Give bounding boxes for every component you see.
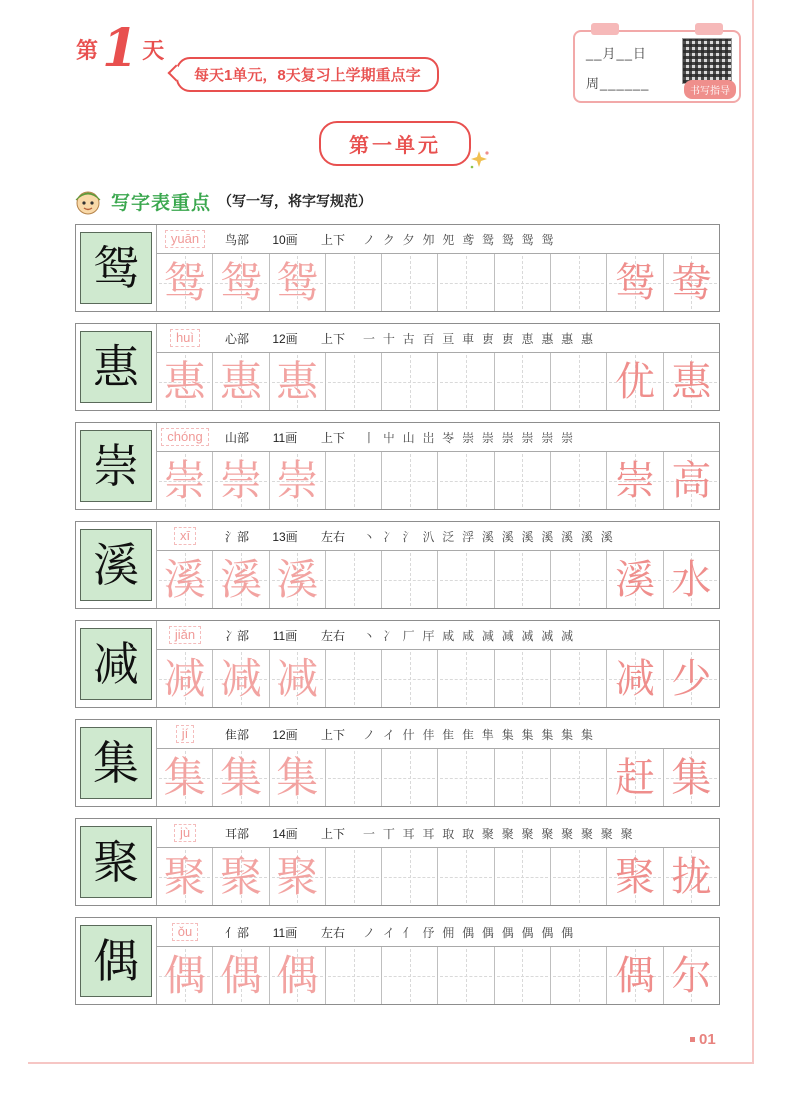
practice-cell — [381, 551, 437, 608]
character-info-strip — [157, 522, 719, 551]
character-info-strip — [157, 621, 719, 650]
trace-character: 鸳 — [163, 257, 206, 307]
row-right — [156, 819, 719, 905]
practice-cell — [550, 749, 606, 806]
practice-cell — [157, 452, 212, 509]
word-character: 少 — [671, 655, 712, 702]
trace-character: 聚 — [163, 851, 206, 901]
structure-label: 上下 — [320, 727, 345, 742]
practice-cell — [157, 947, 212, 1004]
word-character: 集 — [671, 754, 712, 801]
stroke-count-label: 13画 — [272, 529, 298, 544]
practice-grid — [157, 650, 719, 707]
practice-cell — [437, 848, 493, 905]
section-header — [72, 185, 372, 217]
practice-cell — [269, 254, 325, 311]
row-right — [156, 522, 719, 608]
section-subtitle: （写一写，将字写规范） — [218, 193, 373, 209]
trace-character: 偶 — [276, 950, 319, 1000]
trace-character: 偶 — [163, 950, 206, 1000]
practice-cell — [269, 452, 325, 509]
practice-cell — [212, 353, 268, 410]
practice-cell — [606, 848, 662, 905]
sparkle-icon — [467, 148, 491, 172]
unit-title-text: 第一单元 — [349, 135, 441, 157]
main-character: 鸳 — [93, 241, 139, 295]
day-header — [76, 18, 165, 79]
practice-cell — [269, 650, 325, 707]
stroke-order-sequence: ノ イ 什 仹 隹 隹 隼 集 集 集 集 集 — [363, 727, 595, 742]
stroke-count-label: 12画 — [272, 727, 298, 742]
radical-label: 鸟部 — [224, 232, 249, 247]
practice-cell — [494, 254, 550, 311]
practice-cell — [437, 947, 493, 1004]
stroke-order-sequence: 丶 冫 氵 汃 泛 浮 溪 溪 溪 溪 溪 溪 溪 — [363, 529, 615, 544]
practice-cell — [606, 353, 662, 410]
structure-label: 左右 — [320, 925, 345, 940]
word-character: 惠 — [671, 358, 712, 405]
main-character-box — [76, 918, 156, 1004]
trace-character: 减 — [276, 653, 319, 703]
trace-character: 惠 — [163, 356, 206, 406]
trace-character: 惠 — [219, 356, 262, 406]
main-character: 减 — [93, 637, 139, 691]
practice-cell — [212, 551, 268, 608]
page-number-dot — [690, 1037, 695, 1042]
qr-code — [682, 38, 732, 84]
trace-character: 鸳 — [219, 257, 262, 307]
day-prefix: 第 — [76, 37, 99, 63]
main-character-box — [76, 324, 156, 410]
trace-character: 鸳 — [276, 257, 319, 307]
trace-character: 惠 — [276, 356, 319, 406]
practice-cell — [494, 353, 550, 410]
stroke-count-label: 10画 — [272, 232, 298, 247]
trace-character: 减 — [219, 653, 262, 703]
week-line: 周______ — [586, 76, 650, 91]
practice-cell — [550, 947, 606, 1004]
section-title: 写字表重点 — [111, 192, 212, 214]
main-character-box — [76, 522, 156, 608]
practice-grid — [157, 254, 719, 311]
trace-character: 溪 — [276, 554, 319, 604]
qr-label: 书写指导 — [684, 80, 736, 99]
word-character: 聚 — [615, 853, 656, 900]
practice-cell — [212, 749, 268, 806]
structure-label: 上下 — [320, 430, 345, 445]
row-right — [156, 918, 719, 1004]
practice-row — [75, 818, 720, 906]
date-box-tab-left — [591, 23, 619, 35]
main-character-box — [76, 720, 156, 806]
practice-cell — [663, 254, 719, 311]
practice-grid — [157, 452, 719, 509]
trace-character: 减 — [163, 653, 206, 703]
stroke-count-label: 11画 — [272, 430, 298, 445]
practice-cell — [494, 749, 550, 806]
practice-cell — [381, 254, 437, 311]
stroke-count-label: 11画 — [272, 628, 298, 643]
row-right — [156, 225, 719, 311]
practice-row — [75, 224, 720, 312]
practice-cell — [606, 452, 662, 509]
practice-row — [75, 620, 720, 708]
practice-cell — [212, 254, 268, 311]
rows-container — [75, 224, 720, 1005]
character-info-strip — [157, 918, 719, 947]
trace-character: 集 — [163, 752, 206, 802]
practice-cell — [325, 551, 381, 608]
character-info-strip — [157, 225, 719, 254]
subtitle-bubble: 每天1单元，8天复习上学期重点字 — [176, 57, 439, 92]
character-info-strip — [157, 423, 719, 452]
row-right — [156, 324, 719, 410]
practice-row — [75, 521, 720, 609]
page-border-right — [752, 0, 754, 1064]
practice-cell — [494, 452, 550, 509]
pinyin-label: xī — [174, 527, 196, 545]
practice-cell — [381, 848, 437, 905]
page-number-text: 01 — [699, 1031, 716, 1048]
stroke-count-label: 11画 — [272, 925, 298, 940]
pinyin-label: yuān — [165, 230, 205, 248]
practice-cell — [325, 848, 381, 905]
trace-character: 溪 — [163, 554, 206, 604]
pinyin-label: huì — [170, 329, 200, 347]
practice-grid — [157, 947, 719, 1004]
radical-label: 亻部 — [224, 925, 249, 940]
day-number: 1 — [102, 18, 139, 79]
stroke-order-sequence: 一 丅 耳 耳 取 取 聚 聚 聚 聚 聚 聚 聚 聚 — [363, 826, 635, 841]
structure-label: 上下 — [320, 232, 345, 247]
main-character: 惠 — [93, 340, 139, 394]
practice-cell — [269, 947, 325, 1004]
pinyin-label: ǒu — [172, 923, 198, 941]
practice-cell — [157, 650, 212, 707]
practice-cell — [494, 650, 550, 707]
pinyin-label: chóng — [161, 428, 208, 446]
stroke-count-label: 12画 — [272, 331, 298, 346]
trace-character: 崇 — [163, 455, 206, 505]
practice-cell — [663, 947, 719, 1004]
practice-cell — [437, 254, 493, 311]
main-character: 聚 — [93, 835, 139, 889]
character-info-strip — [157, 324, 719, 353]
word-character: 尔 — [671, 952, 712, 999]
main-character: 崇 — [93, 439, 139, 493]
practice-cell — [212, 947, 268, 1004]
word-character: 鸳 — [615, 259, 656, 306]
page-border-bottom — [28, 1062, 754, 1064]
structure-label: 上下 — [320, 826, 345, 841]
word-character: 水 — [671, 556, 712, 603]
main-character: 集 — [93, 736, 139, 790]
word-character: 高 — [671, 457, 712, 504]
practice-cell — [381, 650, 437, 707]
practice-cell — [550, 650, 606, 707]
practice-cell — [494, 947, 550, 1004]
word-character: 赶 — [615, 754, 656, 801]
structure-label: 上下 — [320, 331, 345, 346]
character-info-strip — [157, 720, 719, 749]
radical-label: 隹部 — [224, 727, 249, 742]
row-right — [156, 720, 719, 806]
trace-character: 偶 — [219, 950, 262, 1000]
trace-character: 聚 — [276, 851, 319, 901]
main-character: 偶 — [93, 934, 139, 988]
practice-row — [75, 422, 720, 510]
month-day-line: __月__日 — [586, 46, 647, 61]
stroke-order-sequence: ノ ク 夕 夘 夗 鸢 鸳 鸳 鸳 鸳 — [363, 232, 556, 247]
practice-cell — [663, 848, 719, 905]
practice-cell — [606, 749, 662, 806]
stroke-order-sequence: ノ イ 亻 伃 佣 偶 偶 偶 偶 偶 偶 — [363, 925, 576, 940]
practice-cell — [663, 452, 719, 509]
date-box — [573, 30, 741, 103]
practice-cell — [212, 650, 268, 707]
practice-cell — [437, 749, 493, 806]
practice-row — [75, 323, 720, 411]
practice-cell — [437, 650, 493, 707]
practice-cell — [269, 353, 325, 410]
practice-cell — [325, 947, 381, 1004]
practice-cell — [157, 254, 212, 311]
practice-row — [75, 917, 720, 1005]
practice-row — [75, 719, 720, 807]
practice-cell — [325, 650, 381, 707]
word-character: 崇 — [615, 457, 656, 504]
practice-cell — [325, 749, 381, 806]
pinyin-label: jiǎn — [169, 626, 201, 644]
pinyin-label: jù — [174, 824, 196, 842]
main-character-box — [76, 225, 156, 311]
word-character: 拢 — [671, 853, 712, 900]
practice-cell — [381, 353, 437, 410]
trace-character: 集 — [219, 752, 262, 802]
stroke-count-label: 14画 — [272, 826, 298, 841]
radical-label: 氵部 — [224, 529, 249, 544]
radical-label: 山部 — [224, 430, 249, 445]
practice-cell — [550, 254, 606, 311]
practice-cell — [437, 452, 493, 509]
practice-cell — [269, 848, 325, 905]
practice-cell — [606, 650, 662, 707]
practice-cell — [437, 551, 493, 608]
practice-cell — [269, 749, 325, 806]
practice-cell — [269, 551, 325, 608]
practice-grid — [157, 353, 719, 410]
radical-label: 心部 — [224, 331, 249, 346]
practice-cell — [550, 353, 606, 410]
practice-cell — [157, 848, 212, 905]
day-suffix: 天 — [142, 37, 165, 63]
radical-label: 冫部 — [224, 628, 249, 643]
word-character: 优 — [615, 358, 656, 405]
practice-cell — [157, 353, 212, 410]
word-character: 减 — [615, 655, 656, 702]
practice-cell — [212, 848, 268, 905]
practice-cell — [663, 749, 719, 806]
practice-cell — [606, 254, 662, 311]
page-number — [690, 1031, 716, 1048]
practice-cell — [606, 947, 662, 1004]
practice-cell — [663, 650, 719, 707]
practice-cell — [381, 947, 437, 1004]
practice-cell — [550, 848, 606, 905]
main-character-box — [76, 423, 156, 509]
practice-grid — [157, 551, 719, 608]
trace-character: 集 — [276, 752, 319, 802]
trace-character: 崇 — [219, 455, 262, 505]
structure-label: 左右 — [320, 529, 345, 544]
practice-cell — [325, 452, 381, 509]
practice-cell — [550, 551, 606, 608]
character-info-strip — [157, 819, 719, 848]
practice-cell — [663, 551, 719, 608]
practice-grid — [157, 848, 719, 905]
trace-character: 崇 — [276, 455, 319, 505]
practice-cell — [663, 353, 719, 410]
main-character: 溪 — [93, 538, 139, 592]
row-right — [156, 423, 719, 509]
practice-cell — [381, 749, 437, 806]
word-character: 溪 — [615, 556, 656, 603]
practice-cell — [325, 254, 381, 311]
practice-grid — [157, 749, 719, 806]
row-right — [156, 621, 719, 707]
unit-title — [319, 121, 471, 166]
date-box-tab-right — [695, 23, 723, 35]
radical-label: 耳部 — [224, 826, 249, 841]
practice-cell — [437, 353, 493, 410]
practice-cell — [494, 848, 550, 905]
pinyin-label: jí — [176, 725, 195, 743]
stroke-order-sequence: 丨 屮 山 岀 岺 崇 崇 崇 崇 崇 崇 — [363, 430, 576, 445]
practice-cell — [494, 551, 550, 608]
trace-character: 溪 — [219, 554, 262, 604]
practice-cell — [157, 749, 212, 806]
practice-cell — [212, 452, 268, 509]
structure-label: 左右 — [320, 628, 345, 643]
trace-character: 聚 — [219, 851, 262, 901]
word-character: 偶 — [615, 952, 656, 999]
practice-cell — [550, 452, 606, 509]
stroke-order-sequence: 丶 冫 厂 厈 咸 咸 减 减 减 减 减 — [363, 628, 576, 643]
practice-cell — [606, 551, 662, 608]
stroke-order-sequence: 一 十 古 百 亘 車 叀 叀 恵 惠 惠 惠 — [363, 331, 595, 346]
main-character-box — [76, 819, 156, 905]
practice-cell — [325, 353, 381, 410]
mascot-icon — [72, 185, 104, 217]
word-character: 鸯 — [671, 259, 712, 306]
main-character-box — [76, 621, 156, 707]
practice-cell — [381, 452, 437, 509]
practice-cell — [157, 551, 212, 608]
